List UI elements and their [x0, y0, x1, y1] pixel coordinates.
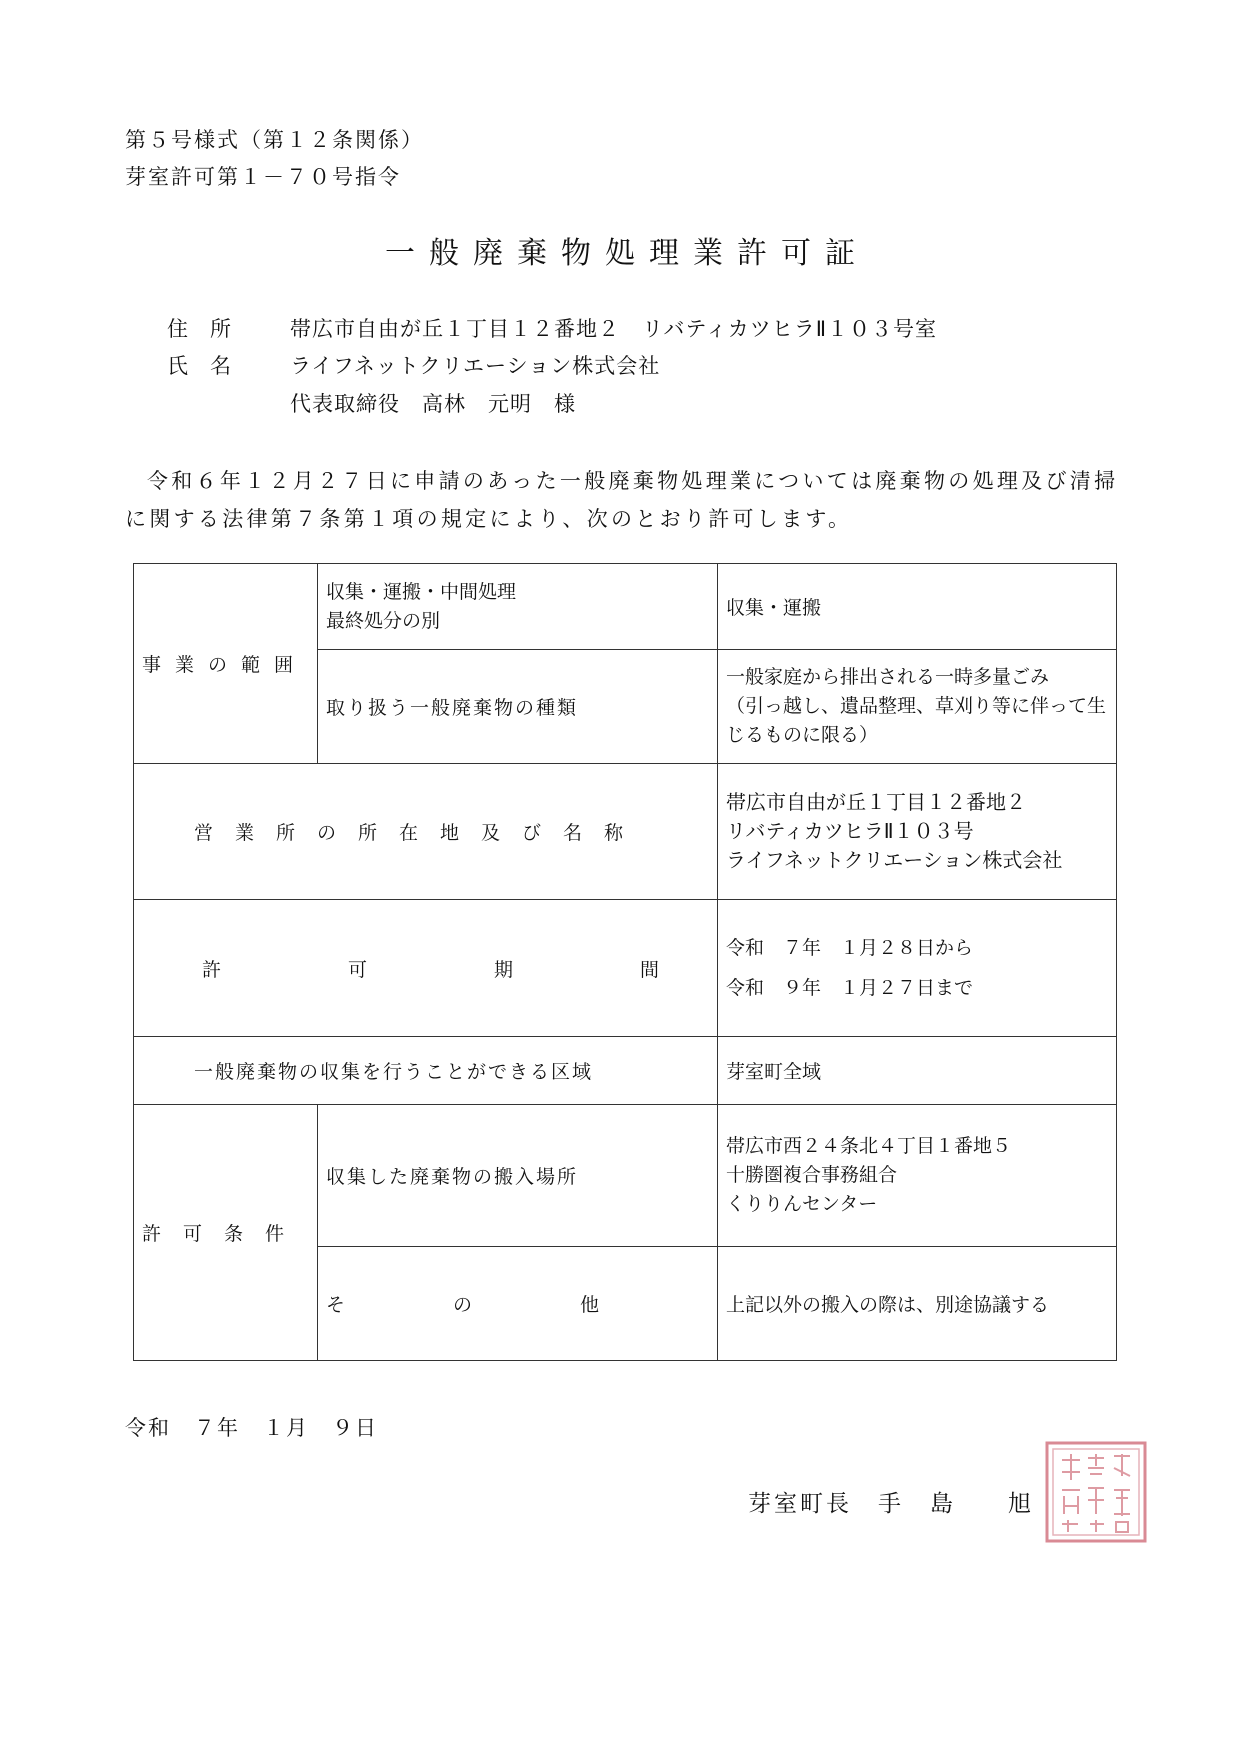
period-label-char: 期: [493, 958, 513, 981]
scope-type-label-line: 収集・運搬・中間処理: [326, 580, 517, 603]
delivery-line: くりりんセンター: [726, 1193, 878, 1215]
other-label-char: 他: [579, 1294, 599, 1316]
conditions-label: 許可条件: [134, 1105, 318, 1361]
seal-graphic: [1044, 1440, 1148, 1544]
address-label: 住所: [167, 317, 253, 341]
signer-name: 芽室町長 手 島 旭: [748, 1491, 1034, 1517]
address-value: 帯広市自由が丘１丁目１２番地２ リバティカツヒラⅡ１０３号室: [290, 317, 938, 341]
collection-area-value: 芽室町全域: [718, 1037, 1117, 1105]
table-row: [134, 900, 1117, 1037]
waste-kind-line: 一般家庭から排出される一時多量ごみ: [726, 666, 1050, 688]
period-label-char: 可: [347, 958, 367, 981]
delivery-place-value: [718, 1105, 1117, 1247]
table-row: [134, 1037, 1117, 1105]
period-from: 令和 ７年 １月２８日から: [726, 937, 974, 959]
period-to: 令和 ９年 １月２７日まで: [726, 977, 974, 999]
scope-type-value: 収集・運搬: [718, 564, 1117, 650]
permit-table: [133, 563, 1117, 1361]
table-row: [134, 1105, 1117, 1247]
table-row: [134, 564, 1117, 650]
delivery-line: 十勝圏複合事務組合: [726, 1164, 898, 1186]
waste-kind-line: （引っ越し、遺品整理、草刈り等に伴って生: [726, 695, 1107, 717]
scope-type-label-line: 最終処分の別: [326, 609, 441, 632]
representative-name: 代表取締役 高林 元明 様: [290, 392, 576, 416]
waste-kind-label: 取り扱う一般廃棄物の種類: [318, 650, 718, 764]
form-number: 第５号様式（第１２条関係）: [125, 128, 424, 152]
office-line: 帯広市自由が丘１丁目１２番地２: [726, 790, 1026, 814]
period-value: [718, 900, 1117, 1037]
delivery-line: 帯広市西２４条北４丁目１番地５: [726, 1135, 1012, 1157]
office-line: リバティカツヒラⅡ１０３号: [726, 819, 974, 843]
period-label-char: 許: [202, 958, 222, 981]
office-label: 営業所の所在地及び名称: [134, 764, 718, 900]
office-value: [718, 764, 1117, 900]
table-row: [134, 764, 1117, 900]
issue-date: 令和 ７年 １月 ９日: [125, 1416, 378, 1440]
period-label: [134, 900, 718, 1037]
other-label-char: の: [452, 1294, 472, 1316]
waste-kind-line: じるものに限る）: [726, 724, 879, 746]
period-label-char: 間: [639, 958, 659, 981]
other-value: 上記以外の搬入の際は、別途協議する: [718, 1247, 1117, 1361]
name-label: 氏名: [167, 354, 253, 378]
delivery-place-label: 収集した廃棄物の搬入場所: [318, 1105, 718, 1247]
office-line: ライフネットクリエーション株式会社: [726, 848, 1063, 872]
other-label-char: そ: [326, 1294, 346, 1316]
collection-area-label: 一般廃棄物の収集を行うことができる区域: [134, 1037, 718, 1105]
other-label: [318, 1247, 718, 1361]
document-title: 一般廃棄物処理業許可証: [385, 236, 869, 271]
official-seal: [1044, 1440, 1148, 1544]
company-name: ライフネットクリエーション株式会社: [290, 354, 661, 378]
other-label-chars: [326, 1290, 709, 1317]
permit-statement: 令和６年１２月２７日に申請のあった一般廃棄物処理業については廃棄物の処理及び清掃に関する法律第７条第１項の規定により、次のとおり許可します。: [125, 469, 1119, 531]
permit-number: 芽室許可第１－７０号指令: [125, 165, 401, 189]
waste-kind-value: [718, 650, 1117, 764]
scope-type-label: [318, 564, 718, 650]
business-scope-label: 事業の範囲: [134, 564, 318, 764]
period-label-chars: [142, 955, 709, 982]
